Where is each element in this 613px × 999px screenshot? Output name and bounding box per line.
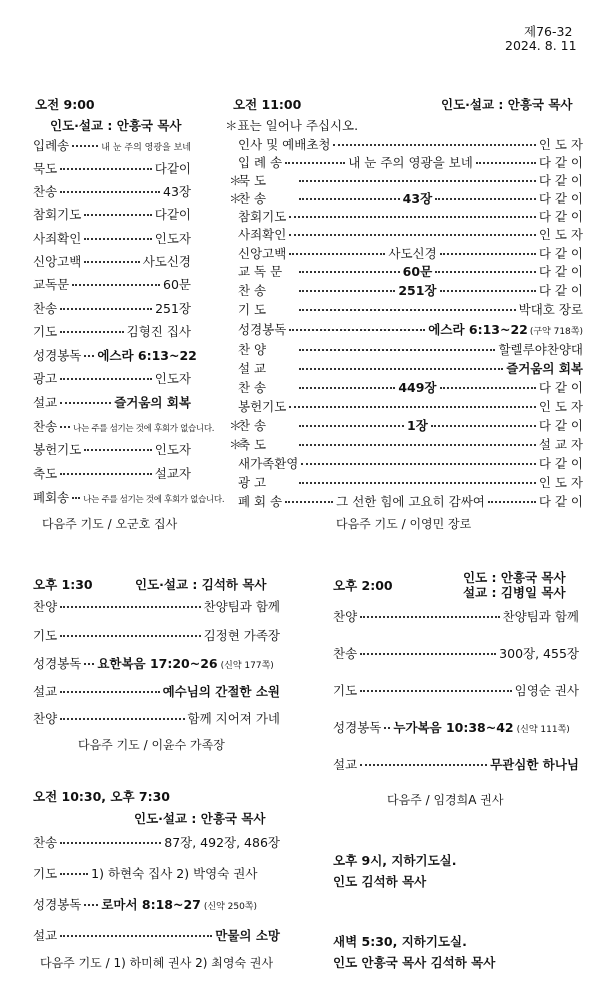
order-item: 인사 및 예배초청 인 도 자 bbox=[238, 137, 583, 152]
meeting-title: 오후 9시, 지하기도실. bbox=[333, 853, 457, 868]
service-time: 오전 9:00 bbox=[35, 97, 95, 112]
meeting-leader: 인도 안흥국 목사 김석하 목사 bbox=[333, 955, 496, 970]
order-item: 설 교 즐거움의 회복 bbox=[238, 361, 583, 376]
standing-marker: ＊ bbox=[229, 418, 242, 433]
order-item: 광 고 인 도 자 bbox=[238, 475, 583, 490]
order-item: 찬양 찬양팀과 함께 bbox=[33, 599, 280, 614]
order-item: 참회기도 다같이 bbox=[33, 207, 191, 222]
service-leader: 인도·설교 : 김석하 목사 bbox=[135, 577, 267, 592]
order-item: 찬송 나는 주를 섬기는 것에 후회가 없습니다. bbox=[33, 419, 215, 434]
order-item: 찬송 300장, 455장 bbox=[333, 646, 579, 661]
standing-marker: ＊ bbox=[229, 437, 242, 452]
service-leader: 인도·설교 : 안흥국 목사 bbox=[50, 118, 182, 133]
order-item: ＊ 찬 송 1장 다 같 이 bbox=[229, 418, 583, 433]
order-item: 입례송 내 눈 주의 영광을 보네 bbox=[33, 138, 191, 153]
order-item: 기도 임영순 권사 bbox=[333, 683, 579, 698]
order-item: 찬송 87장, 492장, 486장 bbox=[33, 835, 280, 850]
order-item: ＊ 묵 도 다 같 이 bbox=[229, 173, 583, 188]
order-item: 성경봉독 에스라 6:13~22 bbox=[33, 348, 197, 363]
order-item: 찬송 43장 bbox=[33, 184, 191, 199]
service-leader-preach: 설교 : 김병일 목사 bbox=[463, 585, 566, 600]
bulletin-issue-number: 제76-32 bbox=[524, 24, 573, 39]
order-item: 찬양 찬양팀과 함께 bbox=[333, 609, 579, 624]
order-item: 새가족환영 다 같 이 bbox=[238, 456, 583, 471]
meeting-leader: 인도 김석하 목사 bbox=[333, 874, 427, 889]
order-item: 교독문 60문 bbox=[33, 277, 191, 292]
bulletin-date: 2024. 8. 11 bbox=[505, 38, 577, 53]
next-week-prayer: 다음주 기도 / 이윤수 가족장 bbox=[78, 738, 225, 752]
order-item: 축도 설교자 bbox=[33, 466, 191, 481]
order-item: 신앙고백 사도신경 다 같 이 bbox=[238, 246, 583, 261]
order-item: 찬 양 할렐루야찬양대 bbox=[238, 342, 583, 357]
order-item: 성경봉독 에스라 6:13~22 (구약 718쪽) bbox=[238, 322, 583, 337]
order-item: 기 도 박대호 장로 bbox=[238, 302, 583, 317]
next-week-prayer: 다음주 / 임경희A 권사 bbox=[387, 793, 504, 807]
order-item: 기도 1) 하현숙 집사 2) 박영숙 권사 bbox=[33, 866, 258, 881]
order-item: 기도 김형진 집사 bbox=[33, 324, 191, 339]
order-item: 묵도 다같이 bbox=[33, 161, 191, 176]
order-item: 찬양 함께 지어져 가네 bbox=[33, 711, 280, 726]
service-leader: 인도·설교 : 안흥국 목사 bbox=[134, 811, 266, 826]
order-item: 찬 송 251장 다 같 이 bbox=[238, 283, 584, 298]
meeting-title: 새벽 5:30, 지하기도실. bbox=[333, 934, 467, 949]
service-time: 오후 1:30 bbox=[33, 577, 93, 592]
next-week-prayer: 다음주 기도 / 이영민 장로 bbox=[336, 517, 472, 531]
order-item: 설교 만물의 소망 bbox=[33, 928, 280, 943]
next-week-prayer: 다음주 기도 / 1) 하미혜 권사 2) 최영숙 권사 bbox=[40, 956, 274, 970]
service-time: 오후 2:00 bbox=[333, 578, 393, 593]
service-time: 오전 10:30, 오후 7:30 bbox=[33, 789, 170, 804]
service-time: 오전 11:00 bbox=[233, 97, 302, 112]
order-item: 봉헌기도 인도자 bbox=[33, 442, 191, 457]
order-item: 사죄확인 인 도 자 bbox=[238, 227, 583, 242]
order-item: 폐 회 송 그 선한 힘에 고요히 감싸여 다 같 이 bbox=[238, 494, 584, 509]
order-item: 광고 인도자 bbox=[33, 371, 191, 386]
standing-marker: ＊ bbox=[229, 173, 242, 188]
service-leader-lead: 인도 : 안흥국 목사 bbox=[463, 570, 566, 585]
order-item: 설교 예수님의 간절한 소원 bbox=[33, 684, 280, 699]
standing-marker: ＊ bbox=[229, 191, 242, 206]
order-item: 입 례 송 내 눈 주의 영광을 보네 다 같 이 bbox=[238, 155, 584, 170]
order-item: 찬 송 449장 다 같 이 bbox=[238, 380, 584, 395]
order-item: ＊ 축 도 설 교 자 bbox=[229, 437, 583, 452]
order-item: 봉헌기도 인 도 자 bbox=[238, 399, 583, 414]
order-item: 설교 무관심한 하나님 bbox=[333, 757, 579, 772]
order-item: ＊ 찬 송 43장 다 같 이 bbox=[229, 191, 584, 206]
order-item: 성경봉독 요한복음 17:20~26 (신약 177쪽) bbox=[33, 656, 274, 671]
order-item: 성경봉독 누가복음 10:38~42 (신약 111쪽) bbox=[333, 720, 570, 735]
order-item: 신앙고백 사도신경 bbox=[33, 254, 191, 269]
order-item: 설교 즐거움의 회복 bbox=[33, 395, 191, 410]
standing-note: ＊표는 일어나 주십시오. bbox=[225, 118, 359, 133]
order-item: 교 독 문 60문 다 같 이 bbox=[238, 264, 584, 279]
order-item: 참회기도 다 같 이 bbox=[238, 209, 583, 224]
service-leader: 인도·설교 : 안흥국 목사 bbox=[441, 97, 573, 112]
order-item: 폐회송 나는 주를 섬기는 것에 후회가 없습니다. bbox=[33, 490, 225, 505]
order-item: 사죄확인 인도자 bbox=[33, 231, 191, 246]
order-item: 찬송 251장 bbox=[33, 301, 191, 316]
order-item: 기도 김정현 가족장 bbox=[33, 628, 280, 643]
next-week-prayer: 다음주 기도 / 오군호 집사 bbox=[42, 517, 178, 531]
order-item: 성경봉독 로마서 8:18~27 (신약 250쪽) bbox=[33, 897, 258, 912]
